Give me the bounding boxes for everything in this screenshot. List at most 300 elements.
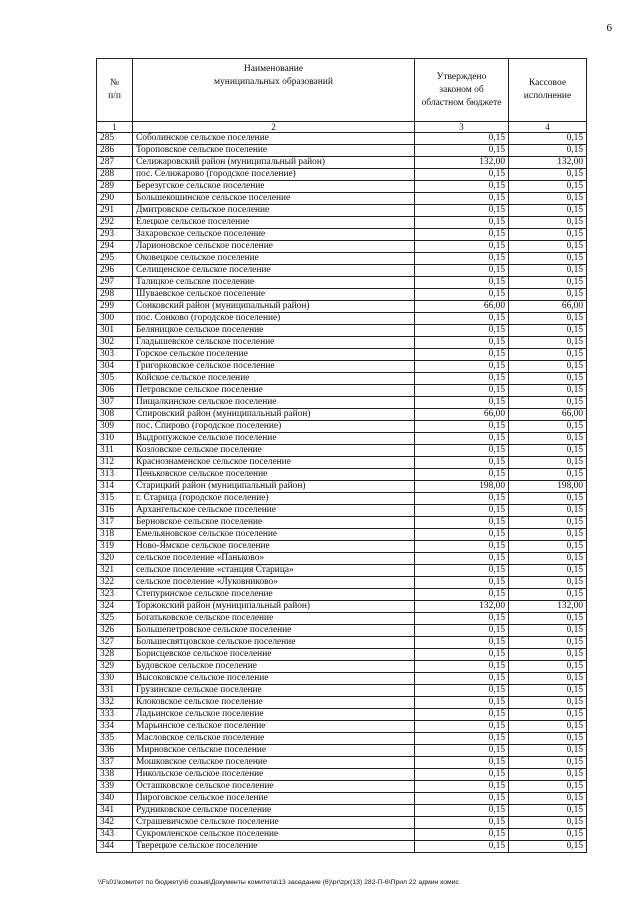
row-number: 340 [97, 793, 133, 805]
row-name: пос. Спирово (городское поселение) [133, 421, 415, 433]
row-name: Архангельское сельское поселение [133, 505, 415, 517]
row-name: Мошковское сельское поселение [133, 757, 415, 769]
table-row [97, 733, 587, 745]
row-name: Шуваевское сельское поселение [133, 289, 415, 301]
row-approved: 0,15 [415, 733, 509, 745]
row-name: Марьинское сельское поселение [133, 721, 415, 733]
table-row [97, 673, 587, 685]
row-number: 285 [97, 133, 133, 145]
row-approved: 0,15 [415, 241, 509, 253]
row-number: 313 [97, 469, 133, 481]
row-approved: 0,15 [415, 145, 509, 157]
row-approved: 0,15 [415, 325, 509, 337]
row-number: 344 [97, 841, 133, 853]
row-number: 297 [97, 277, 133, 289]
row-name: Большесвятцовское сельское поселение [133, 637, 415, 649]
row-execution: 0,15 [509, 817, 587, 829]
table-row [97, 769, 587, 781]
row-approved: 198,00 [415, 481, 509, 493]
row-number: 306 [97, 385, 133, 397]
row-approved: 0,15 [415, 517, 509, 529]
table-row [97, 541, 587, 553]
row-execution: 0,15 [509, 385, 587, 397]
table-row [97, 181, 587, 193]
row-approved: 0,15 [415, 469, 509, 481]
row-approved: 0,15 [415, 637, 509, 649]
row-execution: 0,15 [509, 373, 587, 385]
table-row [97, 241, 587, 253]
row-approved: 0,15 [415, 229, 509, 241]
footer-file-path: \\Fs01\комитет по бюджету\6 созыв\Документы комитета\13 заседание (6)\pr\zpr(13) 282-П-6\Прил 22 админ комис [98, 879, 459, 886]
row-approved: 0,15 [415, 217, 509, 229]
row-approved: 0,15 [415, 577, 509, 589]
table-row [97, 745, 587, 757]
table-row [97, 445, 587, 457]
row-name: Сонковский район (муниципальный район) [133, 301, 415, 313]
row-number: 331 [97, 685, 133, 697]
table-row [97, 625, 587, 637]
budget-table [96, 58, 587, 853]
row-number: 310 [97, 433, 133, 445]
row-approved: 0,15 [415, 589, 509, 601]
row-approved: 0,15 [415, 817, 509, 829]
row-number: 343 [97, 829, 133, 841]
row-name: Берновское сельское поселение [133, 517, 415, 529]
row-approved: 0,15 [415, 133, 509, 145]
row-approved: 0,15 [415, 541, 509, 553]
row-name: Грузинское сельское поселение [133, 685, 415, 697]
row-number: 317 [97, 517, 133, 529]
row-execution: 0,15 [509, 277, 587, 289]
row-number: 301 [97, 325, 133, 337]
row-name: Захаровское сельское поселение [133, 229, 415, 241]
row-execution: 0,15 [509, 217, 587, 229]
row-execution: 0,15 [509, 637, 587, 649]
table-row [97, 697, 587, 709]
row-execution: 0,15 [509, 781, 587, 793]
table-row [97, 529, 587, 541]
row-name: Гладышевское сельское поселение [133, 337, 415, 349]
row-number: 290 [97, 193, 133, 205]
row-name: Рудниковское сельское поселение [133, 805, 415, 817]
table-row [97, 385, 587, 397]
row-number: 289 [97, 181, 133, 193]
row-number: 321 [97, 565, 133, 577]
row-number: 336 [97, 745, 133, 757]
header-num: № п/п [97, 59, 133, 122]
row-number: 300 [97, 313, 133, 325]
table-row [97, 661, 587, 673]
row-approved: 0,15 [415, 841, 509, 853]
row-approved: 0,15 [415, 205, 509, 217]
row-execution: 0,15 [509, 433, 587, 445]
table-row [97, 373, 587, 385]
row-execution: 0,15 [509, 145, 587, 157]
row-number: 334 [97, 721, 133, 733]
row-approved: 0,15 [415, 829, 509, 841]
row-name: Оковецкое сельское поселение [133, 253, 415, 265]
table-row [97, 577, 587, 589]
table-row [97, 805, 587, 817]
row-execution: 0,15 [509, 253, 587, 265]
row-number: 287 [97, 157, 133, 169]
row-execution: 0,15 [509, 169, 587, 181]
row-approved: 0,15 [415, 421, 509, 433]
row-approved: 66,00 [415, 301, 509, 313]
row-number: 302 [97, 337, 133, 349]
row-approved: 0,15 [415, 553, 509, 565]
row-name: Старицкий район (муниципальный район) [133, 481, 415, 493]
table-row [97, 361, 587, 373]
table-row [97, 133, 587, 145]
row-name: Богатьковское сельское поселение [133, 613, 415, 625]
row-number: 327 [97, 637, 133, 649]
row-number: 330 [97, 673, 133, 685]
row-number: 332 [97, 697, 133, 709]
row-name: Талицкое сельское поселение [133, 277, 415, 289]
row-execution: 0,15 [509, 829, 587, 841]
row-execution: 0,15 [509, 505, 587, 517]
row-approved: 0,15 [415, 253, 509, 265]
table-row [97, 589, 587, 601]
row-name: сельское поселение «станция Старица» [133, 565, 415, 577]
row-approved: 0,15 [415, 781, 509, 793]
row-name: Клоковское сельское поселение [133, 697, 415, 709]
row-name: Емельяновское сельское поселение [133, 529, 415, 541]
row-number: 286 [97, 145, 133, 157]
row-name: сельское поселение «Луковниково» [133, 577, 415, 589]
column-number: 4 [509, 122, 587, 133]
table-body [97, 122, 587, 853]
row-execution: 0,15 [509, 733, 587, 745]
row-approved: 0,15 [415, 313, 509, 325]
row-name: Выдропужское сельское поселение [133, 433, 415, 445]
table-row [97, 265, 587, 277]
row-execution: 0,15 [509, 457, 587, 469]
row-approved: 0,15 [415, 757, 509, 769]
row-execution: 0,15 [509, 589, 587, 601]
row-name: Тверецкое сельское поселение [133, 841, 415, 853]
table-row [97, 409, 587, 421]
table-row [97, 217, 587, 229]
table-row [97, 481, 587, 493]
column-number: 1 [97, 122, 133, 133]
row-execution: 0,15 [509, 493, 587, 505]
row-name: Будовское сельское поселение [133, 661, 415, 673]
row-number: 320 [97, 553, 133, 565]
table-row [97, 685, 587, 697]
row-execution: 0,15 [509, 517, 587, 529]
row-execution: 0,15 [509, 841, 587, 853]
row-number: 295 [97, 253, 133, 265]
row-approved: 0,15 [415, 673, 509, 685]
row-execution: 0,15 [509, 721, 587, 733]
row-approved: 66,00 [415, 409, 509, 421]
row-execution: 0,15 [509, 265, 587, 277]
row-number: 329 [97, 661, 133, 673]
row-name: пос. Сонково (городское поселение) [133, 313, 415, 325]
table-row [97, 421, 587, 433]
table-row [97, 637, 587, 649]
row-number: 312 [97, 457, 133, 469]
row-execution: 0,15 [509, 625, 587, 637]
row-approved: 0,15 [415, 361, 509, 373]
row-name: Соболинское сельское поселение [133, 133, 415, 145]
row-approved: 0,15 [415, 385, 509, 397]
row-number: 337 [97, 757, 133, 769]
table-row [97, 397, 587, 409]
row-name: Ларионовское сельское поселение [133, 241, 415, 253]
row-name: Ново-Ямское сельское поселение [133, 541, 415, 553]
table-row [97, 289, 587, 301]
row-execution: 0,15 [509, 133, 587, 145]
row-name: Селижаровский район (муниципальный район) [133, 157, 415, 169]
row-approved: 0,15 [415, 193, 509, 205]
table-row [97, 457, 587, 469]
table-row [97, 277, 587, 289]
row-execution: 0,15 [509, 529, 587, 541]
table-row [97, 253, 587, 265]
row-name: Никольское сельское поселение [133, 769, 415, 781]
row-approved: 0,15 [415, 349, 509, 361]
row-number: 328 [97, 649, 133, 661]
row-approved: 0,15 [415, 769, 509, 781]
row-number: 325 [97, 613, 133, 625]
column-number-row [97, 122, 587, 133]
row-number: 299 [97, 301, 133, 313]
table-row [97, 841, 587, 853]
row-number: 296 [97, 265, 133, 277]
row-number: 291 [97, 205, 133, 217]
row-number: 322 [97, 577, 133, 589]
row-name: Пеньковское сельское поселение [133, 469, 415, 481]
row-approved: 0,15 [415, 721, 509, 733]
row-execution: 0,15 [509, 181, 587, 193]
row-execution: 0,15 [509, 805, 587, 817]
row-approved: 0,15 [415, 289, 509, 301]
row-number: 341 [97, 805, 133, 817]
table-row [97, 829, 587, 841]
row-execution: 0,15 [509, 361, 587, 373]
table-row [97, 325, 587, 337]
row-name: Козловское сельское поселение [133, 445, 415, 457]
row-execution: 0,15 [509, 313, 587, 325]
row-name: Высоковское сельское поселение [133, 673, 415, 685]
row-approved: 132,00 [415, 601, 509, 613]
row-number: 316 [97, 505, 133, 517]
row-number: 303 [97, 349, 133, 361]
row-approved: 0,15 [415, 565, 509, 577]
row-number: 333 [97, 709, 133, 721]
row-approved: 0,15 [415, 685, 509, 697]
row-number: 305 [97, 373, 133, 385]
row-approved: 0,15 [415, 457, 509, 469]
row-number: 292 [97, 217, 133, 229]
row-name: Осташковское сельское поселение [133, 781, 415, 793]
row-name: Мирновское сельское поселение [133, 745, 415, 757]
row-execution: 0,15 [509, 469, 587, 481]
row-name: г. Старица (городское поселение) [133, 493, 415, 505]
row-approved: 0,15 [415, 805, 509, 817]
row-execution: 0,15 [509, 661, 587, 673]
table-row [97, 793, 587, 805]
row-name: пос. Селижарово (городское поселение) [133, 169, 415, 181]
row-number: 339 [97, 781, 133, 793]
table-row [97, 229, 587, 241]
row-approved: 0,15 [415, 613, 509, 625]
table-row [97, 349, 587, 361]
row-approved: 0,15 [415, 793, 509, 805]
table-header-row [97, 59, 587, 122]
table-row [97, 517, 587, 529]
row-approved: 0,15 [415, 661, 509, 673]
row-execution: 0,15 [509, 649, 587, 661]
row-execution: 66,00 [509, 409, 587, 421]
table-row [97, 649, 587, 661]
row-number: 309 [97, 421, 133, 433]
row-number: 298 [97, 289, 133, 301]
row-name: Страшевичское сельское поселение [133, 817, 415, 829]
row-number: 335 [97, 733, 133, 745]
row-execution: 0,15 [509, 397, 587, 409]
row-number: 288 [97, 169, 133, 181]
page-number: 6 [606, 22, 612, 34]
row-name: Беляницкое сельское поселение [133, 325, 415, 337]
row-number: 308 [97, 409, 133, 421]
row-execution: 0,15 [509, 289, 587, 301]
table-row [97, 781, 587, 793]
row-number: 304 [97, 361, 133, 373]
row-name: Петровское сельское поселение [133, 385, 415, 397]
row-execution: 198,00 [509, 481, 587, 493]
row-approved: 0,15 [415, 169, 509, 181]
row-execution: 0,15 [509, 685, 587, 697]
table-row [97, 205, 587, 217]
row-execution: 0,15 [509, 421, 587, 433]
table-row [97, 817, 587, 829]
row-approved: 0,15 [415, 697, 509, 709]
row-approved: 0,15 [415, 373, 509, 385]
row-execution: 0,15 [509, 205, 587, 217]
row-number: 326 [97, 625, 133, 637]
row-execution: 0,15 [509, 349, 587, 361]
row-approved: 0,15 [415, 181, 509, 193]
table-row [97, 313, 587, 325]
row-approved: 0,15 [415, 625, 509, 637]
row-name: Пироговское сельское поселение [133, 793, 415, 805]
row-name: Борисцевское сельское поселение [133, 649, 415, 661]
row-execution: 0,15 [509, 541, 587, 553]
row-execution: 0,15 [509, 745, 587, 757]
row-number: 315 [97, 493, 133, 505]
row-execution: 0,15 [509, 193, 587, 205]
table-row [97, 433, 587, 445]
row-execution: 0,15 [509, 565, 587, 577]
row-approved: 0,15 [415, 649, 509, 661]
table-row [97, 757, 587, 769]
row-number: 307 [97, 397, 133, 409]
row-execution: 0,15 [509, 613, 587, 625]
header-approved: Утверждено законом об областном бюджете [415, 59, 509, 122]
row-name: Елецкое сельское поселение [133, 217, 415, 229]
row-number: 324 [97, 601, 133, 613]
row-name: Дмитровское сельское поселение [133, 205, 415, 217]
row-execution: 0,15 [509, 553, 587, 565]
row-name: Торжокский район (муниципальный район) [133, 601, 415, 613]
row-name: Григорковское сельское поселение [133, 361, 415, 373]
table-row [97, 553, 587, 565]
row-execution: 0,15 [509, 793, 587, 805]
table-row [97, 157, 587, 169]
table-row [97, 721, 587, 733]
table-row [97, 301, 587, 313]
table-row [97, 565, 587, 577]
column-number: 3 [415, 122, 509, 133]
row-execution: 0,15 [509, 769, 587, 781]
column-number: 2 [133, 122, 415, 133]
row-number: 342 [97, 817, 133, 829]
row-execution: 0,15 [509, 757, 587, 769]
table-row [97, 505, 587, 517]
row-name: Селищенское сельское поселение [133, 265, 415, 277]
row-execution: 0,15 [509, 577, 587, 589]
header-name: Наименование муниципальных образований [133, 59, 415, 122]
row-execution: 66,00 [509, 301, 587, 313]
row-approved: 0,15 [415, 445, 509, 457]
row-name: Большепетровское сельское поселение [133, 625, 415, 637]
row-number: 323 [97, 589, 133, 601]
row-execution: 0,15 [509, 229, 587, 241]
row-execution: 0,15 [509, 709, 587, 721]
row-name: Краснознаменское сельское поселение [133, 457, 415, 469]
row-name: Спировский район (муниципальный район) [133, 409, 415, 421]
row-name: Большекошинское сельское поселение [133, 193, 415, 205]
row-approved: 0,15 [415, 505, 509, 517]
row-name: сельское поселение «Паньково» [133, 553, 415, 565]
row-execution: 0,15 [509, 673, 587, 685]
row-name: Масловское сельское поселение [133, 733, 415, 745]
row-name: Сукромленское сельское поселение [133, 829, 415, 841]
row-approved: 0,15 [415, 745, 509, 757]
row-name: Пищалкинское сельское поселение [133, 397, 415, 409]
row-approved: 0,15 [415, 265, 509, 277]
row-number: 318 [97, 529, 133, 541]
row-approved: 0,15 [415, 337, 509, 349]
row-number: 338 [97, 769, 133, 781]
row-name: Степуринское сельское поселение [133, 589, 415, 601]
row-execution: 0,15 [509, 325, 587, 337]
row-name: Койское сельское поселение [133, 373, 415, 385]
table-row [97, 709, 587, 721]
row-approved: 0,15 [415, 493, 509, 505]
table-row [97, 493, 587, 505]
row-execution: 0,15 [509, 241, 587, 253]
row-name: Березугское сельское поселение [133, 181, 415, 193]
row-execution: 132,00 [509, 157, 587, 169]
row-number: 314 [97, 481, 133, 493]
row-name: Горское сельское поселение [133, 349, 415, 361]
row-execution: 0,15 [509, 337, 587, 349]
row-execution: 0,15 [509, 445, 587, 457]
row-name: Ладьинское сельское поселение [133, 709, 415, 721]
row-name: Тороповское сельское поселение [133, 145, 415, 157]
row-approved: 0,15 [415, 529, 509, 541]
table-row [97, 601, 587, 613]
row-number: 293 [97, 229, 133, 241]
row-approved: 0,15 [415, 397, 509, 409]
table-row [97, 613, 587, 625]
row-execution: 132,00 [509, 601, 587, 613]
